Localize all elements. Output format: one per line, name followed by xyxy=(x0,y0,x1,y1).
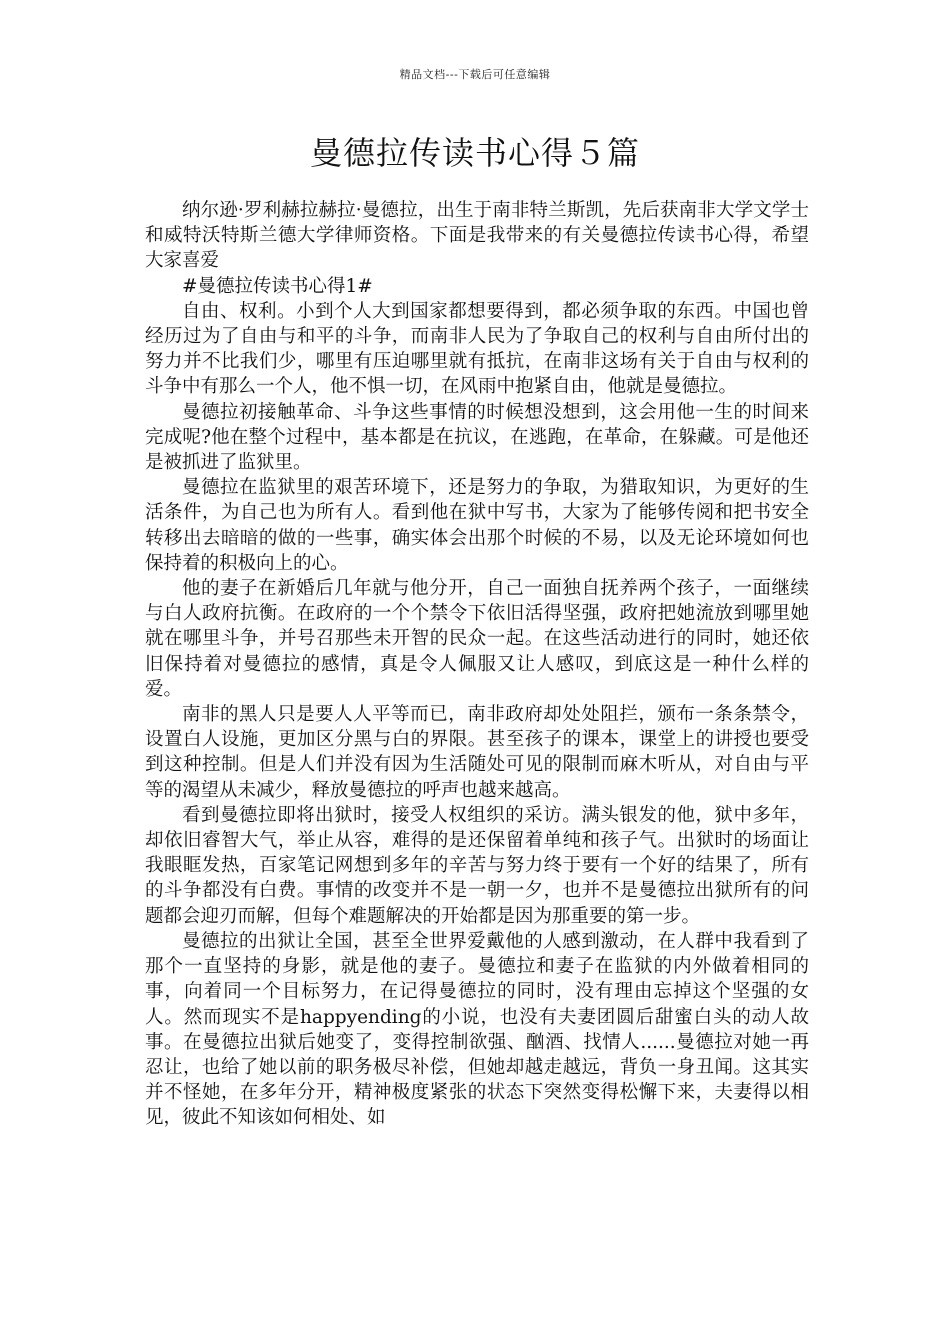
paragraph: 看到曼德拉即将出狱时，接受人权组织的采访。满头银发的他，狱中多年，却依旧睿智大气，举止从容，难得的是还保留着单纯和孩子气。出狱时的场面让我眼眶发热，百家笔记网想到多年的辛苦与努力终于要有一个好的结果了，所有的斗争都没有白费。事情的改变并不是一朝一夕，也并不是曼德拉出狱所有的问题都会迎刃而解，但每个难题解决的开始都是因为那重要的第一步。 xyxy=(145,804,809,927)
paragraph: 纳尔逊·罗利赫拉赫拉·曼德拉，出生于南非特兰斯凯，先后获南非大学文学士和威特沃特斯兰德大学律师资格。下面是我带来的有关曼德拉传读书心得，希望大家喜爱 xyxy=(145,200,809,272)
document-body xyxy=(145,198,809,1131)
paragraph: 南非的黑人只是要人人平等而已，南非政府却处处阻拦，颁布一条条禁令，设置白人设施，更加区分黑与白的界限。甚至孩子的课本，课堂上的讲授也要受到这种控制。但是人们并没有因为生活随处可见的限制而麻木听从，对自由与平等的渴望从未减少，释放曼德拉的呼声也越来越高。 xyxy=(145,704,809,801)
document-title: 曼德拉传读书心得５篇 xyxy=(309,134,640,172)
paragraph: 他的妻子在新婚后几年就与他分开，自己一面独自抚养两个孩子，一面继续与白人政府抗衡。在政府的一个个禁令下依旧活得坚强，政府把她流放到哪里她就在哪里斗争，并号召那些未开智的民众一起。在这些活动进行的同时，她还依旧保持着对曼德拉的感情，真是令人佩服又让人感叹，到底这是一种什么样的爱。 xyxy=(145,578,809,700)
paragraph: 自由、权利。小到个人大到国家都想要得到，都必须争取的东西。中国也曾经历过为了自由与和平的斗争，而南非人民为了争取自己的权利与自由所付出的努力并不比我们少，哪里有压迫哪里就有抵抗，在南非这场有关于自由与权利的斗争中有那么一个人，他不惧一切，在风雨中抱紧自由，他就是曼德拉。 xyxy=(145,300,809,398)
paragraph: 曼德拉的出狱让全国，甚至全世界爱戴他的人感到激动，在人群中我看到了那个一直坚持的身影，就是他的妻子。曼德拉和妻子在监狱的内外做着相同的事，向着同一个目标努力，在记得曼德拉的同时，没有理由忘掉这个坚强的女人。然而现实不是happyending的小说，也没有夫妻团圆后甜蜜白头的动人故事。在曼德拉出狱后她变了，变得控制欲强、酗酒、找情人......曼德拉对她一再忍让，也给了她以前的职务极尽补偿，但她却越走越远，背负一身丑闻。这其实并不怪她，在多年分开，精神极度紧张的状态下突然变得松懈下来，夫妻得以相见，彼此不知该如何相处、如 xyxy=(145,930,809,1129)
section-heading: #曼德拉传读书心得1# xyxy=(182,275,373,297)
header-note: 精品文档---下载后可任意编辑 xyxy=(399,68,551,81)
paragraph: 曼德拉初接触革命、斗争这些事情的时候想没想到，这会用他一生的时间来完成呢?他在整个过程中，基本都是在抗议，在逃跑，在革命，在躲藏。可是他还是被抓进了监狱里。 xyxy=(145,401,809,474)
paragraph: 曼德拉在监狱里的艰苦环境下，还是努力的争取，为猎取知识，为更好的生活条件，为自己也为所有人。看到他在狱中写书，大家为了能够传阅和把书安全转移出去暗暗的做的一些事，确实体会出那个时候的不易，以及无论环境如何也保持着的积极向上的心。 xyxy=(145,477,809,574)
